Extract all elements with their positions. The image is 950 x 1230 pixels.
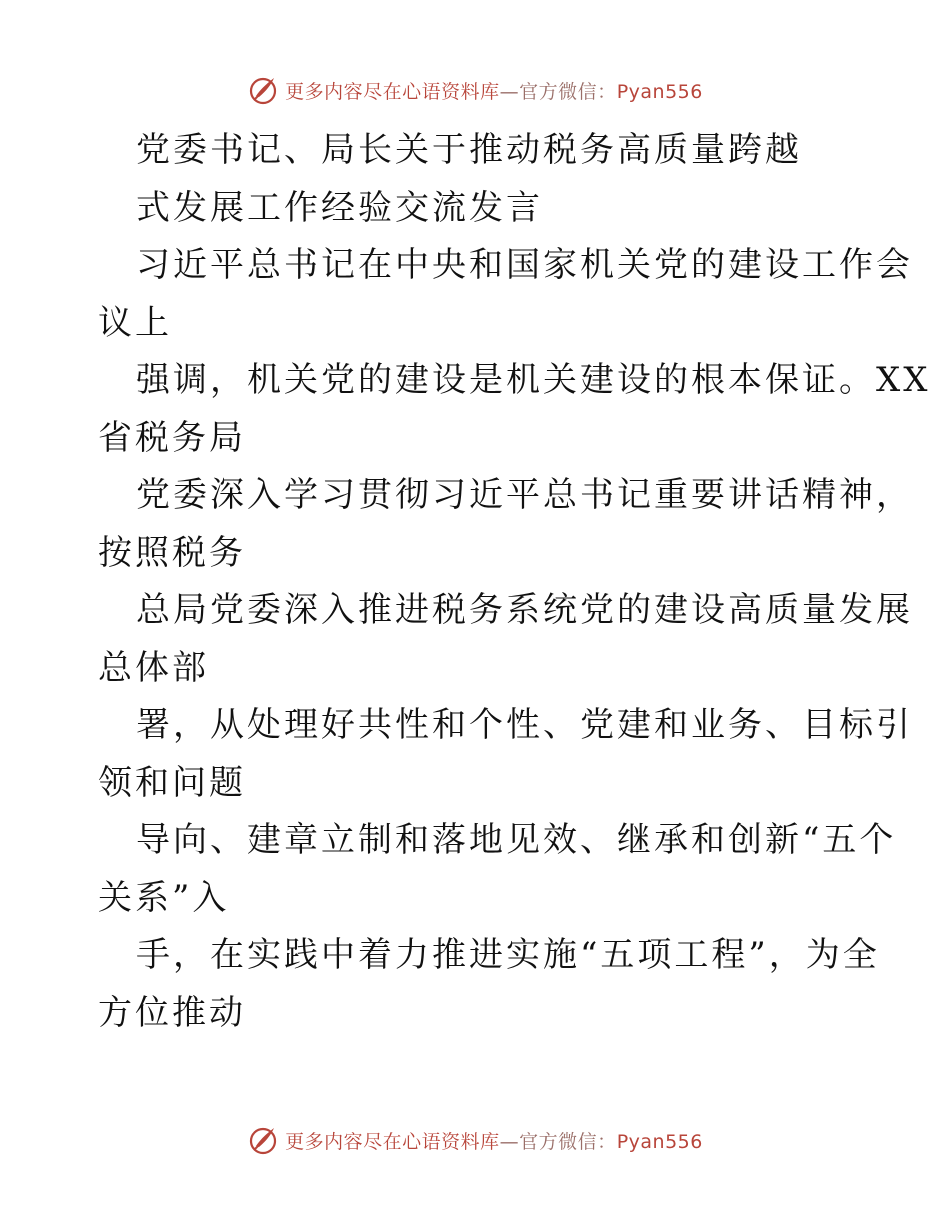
watermark-text: 更多内容尽在心语资料库—官方微信：Pyan556 — [285, 80, 703, 103]
text-line: 省税务局 — [98, 417, 246, 458]
text-line: 总局党委深入推进税务系统党的建设高质量发展 — [136, 590, 913, 630]
quill-seal-icon — [247, 74, 279, 106]
text-line: 关系”入 — [98, 877, 230, 918]
text-line: 方位推动 — [98, 992, 246, 1033]
text-line: 总体部 — [98, 647, 209, 688]
text-line: 式发展工作经验交流发言 — [136, 187, 543, 228]
watermark-text: 更多内容尽在心语资料库—官方微信：Pyan556 — [285, 1130, 703, 1153]
text-line: 按照税务 — [98, 532, 246, 573]
text-line: 议上 — [98, 302, 172, 343]
header-watermark-banner — [0, 70, 950, 110]
document-body — [98, 122, 931, 1042]
text-line: 署，从处理好共性和个性、党建和业务、目标引 — [136, 705, 913, 745]
footer-watermark-banner — [0, 1120, 950, 1160]
text-line: 手，在实践中着力推进实施“五项工程”，为全 — [136, 935, 880, 975]
text-line: 强调，机关党的建设是机关建设的根本保证。XX — [136, 360, 931, 400]
text-line: 导向、建章立制和落地见效、继承和创新“五个 — [136, 820, 897, 860]
quill-seal-icon — [247, 1124, 279, 1156]
text-line: 习近平总书记在中央和国家机关党的建设工作会 — [136, 245, 913, 285]
text-line: 党委深入学习贯彻习近平总书记重要讲话精神， — [136, 475, 913, 515]
text-line: 领和问题 — [98, 762, 246, 803]
text-line: 党委书记、局长关于推动税务高质量跨越 — [136, 130, 802, 170]
